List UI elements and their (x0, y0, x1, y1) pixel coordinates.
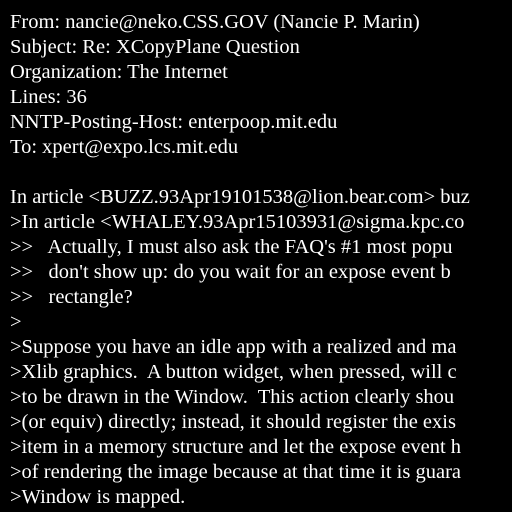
body-line: >to be drawn in the Window. This action clearly shou (10, 386, 455, 408)
header-from: From: nancie@neko.CSS.GOV (Nancie P. Marin) (10, 11, 420, 33)
body-line: >Suppose you have an idle app with a realized and ma (10, 336, 457, 358)
body-line: >Window is mapped. (10, 486, 186, 508)
header-lines: Lines: 36 (10, 86, 87, 108)
body-line: >> rectangle? (10, 286, 133, 308)
body-line: >(or equiv) directly; instead, it should register the exis (10, 411, 456, 433)
header-nntp-host: NNTP-Posting-Host: enterpoop.mit.edu (10, 111, 338, 133)
body-line: > (10, 311, 22, 333)
body-line: >of rendering the image because at that time it is guara (10, 461, 461, 483)
body-line: >Xlib graphics. A button widget, when pressed, will c (10, 361, 457, 383)
header-to: To: xpert@expo.lcs.mit.edu (10, 136, 239, 158)
body-line: >> Actually, I must also ask the FAQ's #1 most popu (10, 236, 453, 258)
body-line: >item in a memory structure and let the expose event h (10, 436, 462, 458)
body-line: >> don't show up: do you wait for an expose event b (10, 261, 451, 283)
body-line: >In article <WHALEY.93Apr15103931@sigma.kpc.co (10, 211, 465, 233)
header-organization: Organization: The Internet (10, 61, 228, 83)
header-subject: Subject: Re: XCopyPlane Question (10, 36, 300, 58)
body-line: In article <BUZZ.93Apr19101538@lion.bear.com> buz (10, 186, 470, 208)
